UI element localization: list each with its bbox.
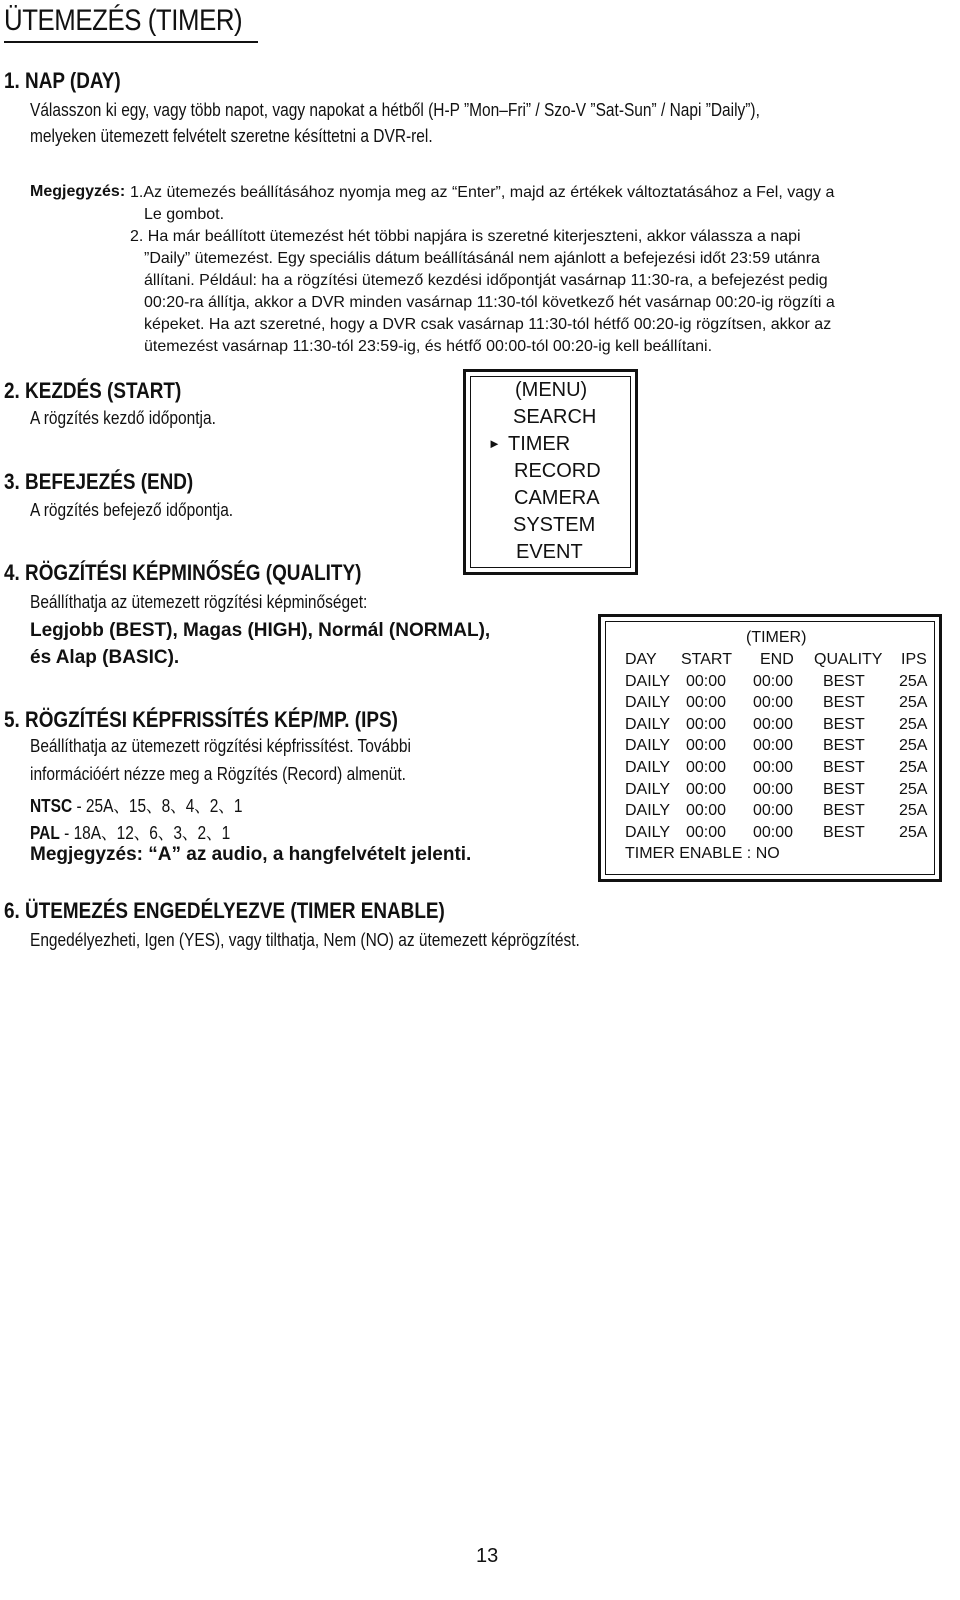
timer-row-end[interactable]: 00:00 [753,694,794,711]
timer-row-ips[interactable]: 25A [899,716,928,733]
timer-row-quality[interactable]: BEST [823,781,865,798]
pal-rates [30,819,230,845]
timer-header-end: END [760,651,794,668]
timer-row-start[interactable]: 00:00 [686,802,727,819]
note-item2-line3: állítani. Például: ha a rögzítési ütemező kezdési időpontját vasárnap 11:30-ra, a befejezést pedig [144,272,828,289]
section4-quality-options-line1: Legjobb (BEST), Magas (HIGH), Normál (NORMAL), [30,620,491,641]
note-label: Megjegyzés: [30,183,126,200]
menu-title: (MENU) [515,379,588,401]
menu-item-event[interactable]: EVENT [516,541,583,563]
timer-row-day[interactable]: DAILY [625,824,671,841]
timer-row-end[interactable]: 00:00 [753,673,794,690]
menu-item-record[interactable]: RECORD [514,460,601,482]
timer-row-ips[interactable]: 25A [899,673,928,690]
section2-text: A rögzítés kezdő időpontja. [30,408,216,428]
section5-audio-note: Megjegyzés: “A” az audio, a hangfelvételt jelenti. [30,844,472,865]
note-item2-line4: 00:20-ra állítja, akkor a DVR minden vasárnap 11:30-tól következő hét vasárnap 00:20-ig rögzíti a [144,294,835,311]
timer-row-start[interactable]: 00:00 [686,759,727,776]
menu-panel [463,369,638,575]
timer-row-start[interactable]: 00:00 [686,716,727,733]
pal-label: PAL [30,823,60,843]
timer-row-end[interactable]: 00:00 [753,802,794,819]
section1-line1: Válasszon ki egy, vagy több napot, vagy napokat a hétből (H-P ”Mon–Fri” / Szo-V ”Sat-Sun” / Napi ”Daily”), [30,100,760,120]
timer-row-day[interactable]: DAILY [625,802,671,819]
section5-text-line2: információért nézze meg a Rögzítés (Record) almenüt. [30,764,406,784]
timer-row-quality[interactable]: BEST [823,824,865,841]
timer-enable-setting[interactable]: TIMER ENABLE : NO [625,845,780,862]
menu-item-search[interactable]: SEARCH [513,406,597,428]
timer-screen-title: (TIMER) [746,629,807,646]
timer-row-quality[interactable]: BEST [823,737,865,754]
note-item2-line5: képeket. Ha azt szeretné, hogy a DVR csak vasárnap 11:30-tól hétfő 00:20-ig rögzítsen, akkor az [144,316,832,333]
timer-row-start[interactable]: 00:00 [686,673,727,690]
timer-row-ips[interactable]: 25A [899,737,928,754]
section6-heading: 6. ÜTEMEZÉS ENGEDÉLYEZVE (TIMER ENABLE) [4,898,445,923]
section4-quality-options-line2: és Alap (BASIC). [30,647,180,668]
ntsc-values: - 25A、15、8、4、2、1 [72,796,243,816]
page-title: ÜTEMEZÉS (TIMER) [4,4,243,37]
ntsc-label: NTSC [30,796,73,816]
timer-row-end[interactable]: 00:00 [753,716,794,733]
timer-header-day: DAY [625,651,657,668]
timer-row-start[interactable]: 00:00 [686,694,727,711]
note-item1-line2: Le gombot. [144,206,225,223]
section5-text-line1: Beállíthatja az ütemezett rögzítési képfrissítést. További [30,736,411,756]
timer-row-quality[interactable]: BEST [823,694,865,711]
timer-row-ips[interactable]: 25A [899,781,928,798]
timer-row-start[interactable]: 00:00 [686,781,727,798]
timer-row-day[interactable]: DAILY [625,694,671,711]
timer-row-day[interactable]: DAILY [625,737,671,754]
timer-row-ips[interactable]: 25A [899,802,928,819]
timer-row-end[interactable]: 00:00 [753,759,794,776]
timer-header-ips: IPS [901,651,927,668]
page-number: 13 [476,1545,499,1567]
menu-item-system[interactable]: SYSTEM [513,514,596,536]
menu-item-timer[interactable]: TIMER [508,433,571,455]
timer-row-ips[interactable]: 25A [899,824,928,841]
note-item2-line6: ütemezést vasárnap 11:30-tól 23:59-ig, és hétfő 00:00-tól 00:20-ig kell beállítani. [144,338,713,355]
timer-screen-panel [598,614,942,882]
timer-row-day[interactable]: DAILY [625,673,671,690]
section1-heading: 1. NAP (DAY) [4,68,121,93]
section4-heading: 4. RÖGZÍTÉSI KÉPMINŐSÉG (QUALITY) [4,560,362,585]
menu-item-camera[interactable]: CAMERA [514,487,600,509]
section6-text: Engedélyezheti, Igen (YES), vagy tilthatja, Nem (NO) az ütemezett képrögzítést. [30,930,580,950]
timer-row-start[interactable]: 00:00 [686,737,727,754]
timer-row-quality[interactable]: BEST [823,802,865,819]
timer-row-day[interactable]: DAILY [625,716,671,733]
timer-header-start: START [681,651,732,668]
timer-row-quality[interactable]: BEST [823,759,865,776]
timer-row-start[interactable]: 00:00 [686,824,727,841]
timer-row-ips[interactable]: 25A [899,759,928,776]
timer-row-quality[interactable]: BEST [823,673,865,690]
section3-text: A rögzítés befejező időpontja. [30,500,234,520]
note-item2-line1: 2. Ha már beállított ütemezést hét többi napjára is szeretné kiterjeszteni, akkor válassza a napi [130,228,801,245]
pal-values: - 18A、12、6、3、2、1 [59,823,231,843]
triangle-right-icon: ► [488,436,501,451]
title-underline [4,41,258,43]
timer-row-ips[interactable]: 25A [899,694,928,711]
timer-row-end[interactable]: 00:00 [753,781,794,798]
timer-row-day[interactable]: DAILY [625,781,671,798]
timer-row-end[interactable]: 00:00 [753,824,794,841]
timer-row-end[interactable]: 00:00 [753,737,794,754]
note-item1-line1: 1.Az ütemezés beállításához nyomja meg az “Enter”, majd az értékek változtatásához a Fel, vagy a [130,184,835,201]
note-item2-line2: ”Daily” ütemezést. Egy speciális dátum beállításánál nem ajánlott a befejezési időt 23:59 utánra [144,250,820,267]
ntsc-rates [30,792,243,818]
section1-line2: melyeken ütemezett felvételt szeretne késíttetni a DVR-rel. [30,126,433,146]
section3-heading: 3. BEFEJEZÉS (END) [4,469,194,494]
timer-row-day[interactable]: DAILY [625,759,671,776]
timer-header-quality: QUALITY [814,651,883,668]
section2-heading: 2. KEZDÉS (START) [4,378,182,403]
section5-heading: 5. RÖGZÍTÉSI KÉPFRISSÍTÉS KÉP/MP. (IPS) [4,707,398,732]
section4-text: Beállíthatja az ütemezett rögzítési képminőséget: [30,592,368,612]
timer-row-quality[interactable]: BEST [823,716,865,733]
